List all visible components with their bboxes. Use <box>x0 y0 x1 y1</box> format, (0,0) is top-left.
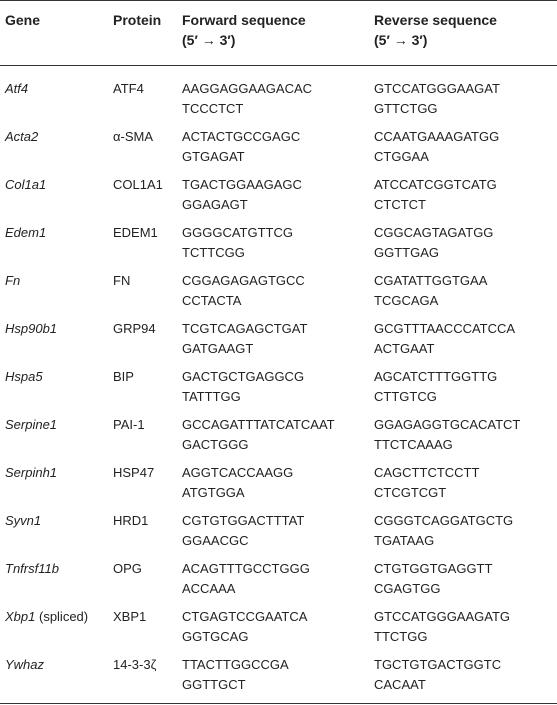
reverse-sequence-line1: CGATATTGGTGAA <box>374 273 488 288</box>
forward-sequence-line1: ACAGTTTGCCTGGG <box>182 561 310 576</box>
reverse-sequence-line2: TTCTGG <box>374 629 428 644</box>
forward-sequence-line2: GATGAAGT <box>182 341 254 356</box>
protein-cell: EDEM1 <box>113 225 158 240</box>
forward-sequence-cell <box>182 463 293 503</box>
gene-name: Col1a1 <box>5 177 47 192</box>
forward-sequence-cell <box>182 319 307 359</box>
reverse-sequence-line1: CGGGTCAGGATGCTG <box>374 513 514 528</box>
gene-cell <box>5 367 43 387</box>
reverse-sequence-line1: CGGCAGTAGATGG <box>374 225 494 240</box>
table-header-rule <box>0 65 557 66</box>
forward-sequence-line1: ACTACTGCCGAGC <box>182 129 301 144</box>
table-row <box>0 79 557 127</box>
forward-sequence-cell <box>182 415 335 455</box>
reverse-sequence-line2: CGAGTGG <box>374 581 441 596</box>
reverse-sequence-line2: TCGCAGA <box>374 293 439 308</box>
reverse-sequence-line2: ACTGAAT <box>374 341 435 356</box>
gene-name: Hsp90b1 <box>5 321 58 336</box>
forward-sequence-cell <box>182 223 293 263</box>
reverse-sequence-cell <box>374 223 493 263</box>
header-forward-line1: Forward sequence <box>182 12 306 28</box>
forward-sequence-line1: AGGTCACCAAGG <box>182 465 294 480</box>
protein-cell: COL1A1 <box>113 177 163 192</box>
reverse-sequence-cell <box>374 367 497 407</box>
forward-sequence-cell <box>182 175 302 215</box>
header-forward-sequence <box>182 10 306 50</box>
gene-cell <box>5 175 46 195</box>
table-row <box>0 319 557 367</box>
reverse-sequence-line1: GTCCATGGGAAGAT <box>374 81 500 96</box>
gene-cell <box>5 319 57 339</box>
gene-name: Fn <box>5 273 21 288</box>
table-row <box>0 511 557 559</box>
protein-cell: α-SMA <box>113 129 154 144</box>
reverse-sequence-cell <box>374 319 515 359</box>
reverse-sequence-line2: CTCTCT <box>374 197 426 212</box>
table-top-rule <box>0 0 557 1</box>
table-bottom-rule <box>0 703 557 704</box>
gene-cell <box>5 223 46 243</box>
table-row <box>0 175 557 223</box>
forward-sequence-cell <box>182 127 300 167</box>
reverse-sequence-cell <box>374 175 497 215</box>
forward-sequence-line1: AAGGAGGAAGACAC <box>182 81 313 96</box>
table-row <box>0 559 557 607</box>
protein-cell: 14-3-3ζ <box>113 657 157 672</box>
gene-cell <box>5 463 57 483</box>
reverse-sequence-line2: CTGGAA <box>374 149 429 164</box>
header-reverse-sequence <box>374 10 497 50</box>
reverse-sequence-line2: GTTCTGG <box>374 101 438 116</box>
reverse-sequence-line1: CTGTGGTGAGGTT <box>374 561 493 576</box>
protein-cell: BIP <box>113 369 134 384</box>
forward-sequence-line1: CTGAGTCCGAATCA <box>182 609 308 624</box>
gene-name: Serpinh1 <box>5 465 58 480</box>
forward-sequence-line1: GCCAGATTTATCATCAAT <box>182 417 335 432</box>
gene-cell <box>5 415 57 435</box>
header-protein: Protein <box>113 12 162 28</box>
reverse-sequence-cell <box>374 655 501 695</box>
forward-sequence-cell <box>182 655 289 695</box>
reverse-sequence-cell <box>374 511 513 551</box>
header-gene: Gene <box>5 12 41 28</box>
protein-cell: FN <box>113 273 131 288</box>
protein-cell: OPG <box>113 561 142 576</box>
forward-sequence-cell <box>182 607 307 647</box>
reverse-sequence-line1: TGCTGTGACTGGTC <box>374 657 502 672</box>
forward-sequence-line2: CCTACTA <box>182 293 242 308</box>
forward-sequence-line2: TATTTGG <box>182 389 241 404</box>
table-row <box>0 127 557 175</box>
reverse-sequence-cell <box>374 463 479 503</box>
reverse-sequence-line1: GGAGAGGTGCACATCT <box>374 417 521 432</box>
forward-sequence-cell <box>182 367 304 407</box>
table-row <box>0 367 557 415</box>
reverse-sequence-line1: CCAATGAAAGATGG <box>374 129 500 144</box>
reverse-sequence-line2: CTTGTCG <box>374 389 437 404</box>
reverse-sequence-cell <box>374 127 499 167</box>
reverse-sequence-line1: GTCCATGGGAAGATG <box>374 609 511 624</box>
protein-cell: HRD1 <box>113 513 149 528</box>
forward-sequence-line2: GGAACGC <box>182 533 249 548</box>
reverse-sequence-cell <box>374 607 510 647</box>
forward-sequence-line2: GGTGCAG <box>182 629 249 644</box>
table-row <box>0 463 557 511</box>
gene-cell <box>5 607 88 627</box>
gene-name: Tnfrsf11b <box>5 561 59 576</box>
forward-sequence-line2: ATGTGGA <box>182 485 245 500</box>
reverse-sequence-cell <box>374 79 500 119</box>
gene-note: (spliced) <box>35 609 89 624</box>
gene-name: Atf4 <box>5 81 29 96</box>
forward-sequence-line2: TCTTCGG <box>182 245 245 260</box>
forward-sequence-line2: GGAGAGT <box>182 197 248 212</box>
forward-sequence-line2: TCCCTCT <box>182 101 244 116</box>
forward-sequence-line1: GGGGCATGTTCG <box>182 225 293 240</box>
reverse-sequence-line1: ATCCATCGGTCATG <box>374 177 497 192</box>
gene-name: Syvn1 <box>5 513 42 528</box>
reverse-sequence-line2: CTCGTCGT <box>374 485 447 500</box>
forward-sequence-line2: GGTTGCT <box>182 677 246 692</box>
forward-sequence-line1: GACTGCTGAGGCG <box>182 369 305 384</box>
forward-sequence-cell <box>182 271 305 311</box>
forward-sequence-line1: TCGTCAGAGCTGAT <box>182 321 308 336</box>
protein-cell: XBP1 <box>113 609 147 624</box>
reverse-sequence-line1: GCGTTTAACCCATCCA <box>374 321 516 336</box>
gene-cell <box>5 127 38 147</box>
gene-cell <box>5 655 44 675</box>
forward-sequence-line2: ACCAAA <box>182 581 236 596</box>
gene-name: Xbp1 <box>5 609 36 624</box>
table-row <box>0 655 557 703</box>
protein-cell: HSP47 <box>113 465 155 480</box>
gene-cell <box>5 79 28 99</box>
forward-sequence-cell <box>182 559 310 599</box>
gene-name: Hspa5 <box>5 369 43 384</box>
protein-cell: PAI-1 <box>113 417 145 432</box>
table-row <box>0 415 557 463</box>
forward-sequence-line2: GTGAGAT <box>182 149 245 164</box>
header-reverse-line1: Reverse sequence <box>374 12 497 28</box>
reverse-sequence-line2: TGATAAG <box>374 533 435 548</box>
table-row <box>0 271 557 319</box>
gene-name: Acta2 <box>5 129 39 144</box>
reverse-sequence-line1: AGCATCTTTGGTTG <box>374 369 498 384</box>
reverse-sequence-line1: CAGCTTCTCCTT <box>374 465 480 480</box>
gene-cell <box>5 511 41 531</box>
gene-name: Ywhaz <box>5 657 45 672</box>
header-forward-line2: (5′ → 3′) <box>182 32 236 48</box>
protein-cell: ATF4 <box>113 81 144 96</box>
table-row <box>0 223 557 271</box>
reverse-sequence-line2: CACAAT <box>374 677 426 692</box>
forward-sequence-line1: CGGAGAGAGTGCC <box>182 273 305 288</box>
forward-sequence-cell <box>182 79 312 119</box>
reverse-sequence-cell <box>374 271 487 311</box>
header-reverse-line2: (5′ → 3′) <box>374 32 428 48</box>
reverse-sequence-line2: TTCTCAAAG <box>374 437 453 452</box>
forward-sequence-line1: CGTGTGGACTTTAT <box>182 513 305 528</box>
protein-cell: GRP94 <box>113 321 156 336</box>
reverse-sequence-line2: GGTTGAG <box>374 245 439 260</box>
gene-cell <box>5 559 59 579</box>
forward-sequence-line1: TTACTTGGCCGA <box>182 657 289 672</box>
gene-cell <box>5 271 20 291</box>
table-header-row <box>0 10 557 62</box>
gene-name: Edem1 <box>5 225 47 240</box>
forward-sequence-line2: GACTGGG <box>182 437 249 452</box>
gene-name: Serpine1 <box>5 417 58 432</box>
reverse-sequence-cell <box>374 559 492 599</box>
table-row <box>0 607 557 655</box>
forward-sequence-cell <box>182 511 304 551</box>
forward-sequence-line1: TGACTGGAAGAGC <box>182 177 302 192</box>
reverse-sequence-cell <box>374 415 520 455</box>
